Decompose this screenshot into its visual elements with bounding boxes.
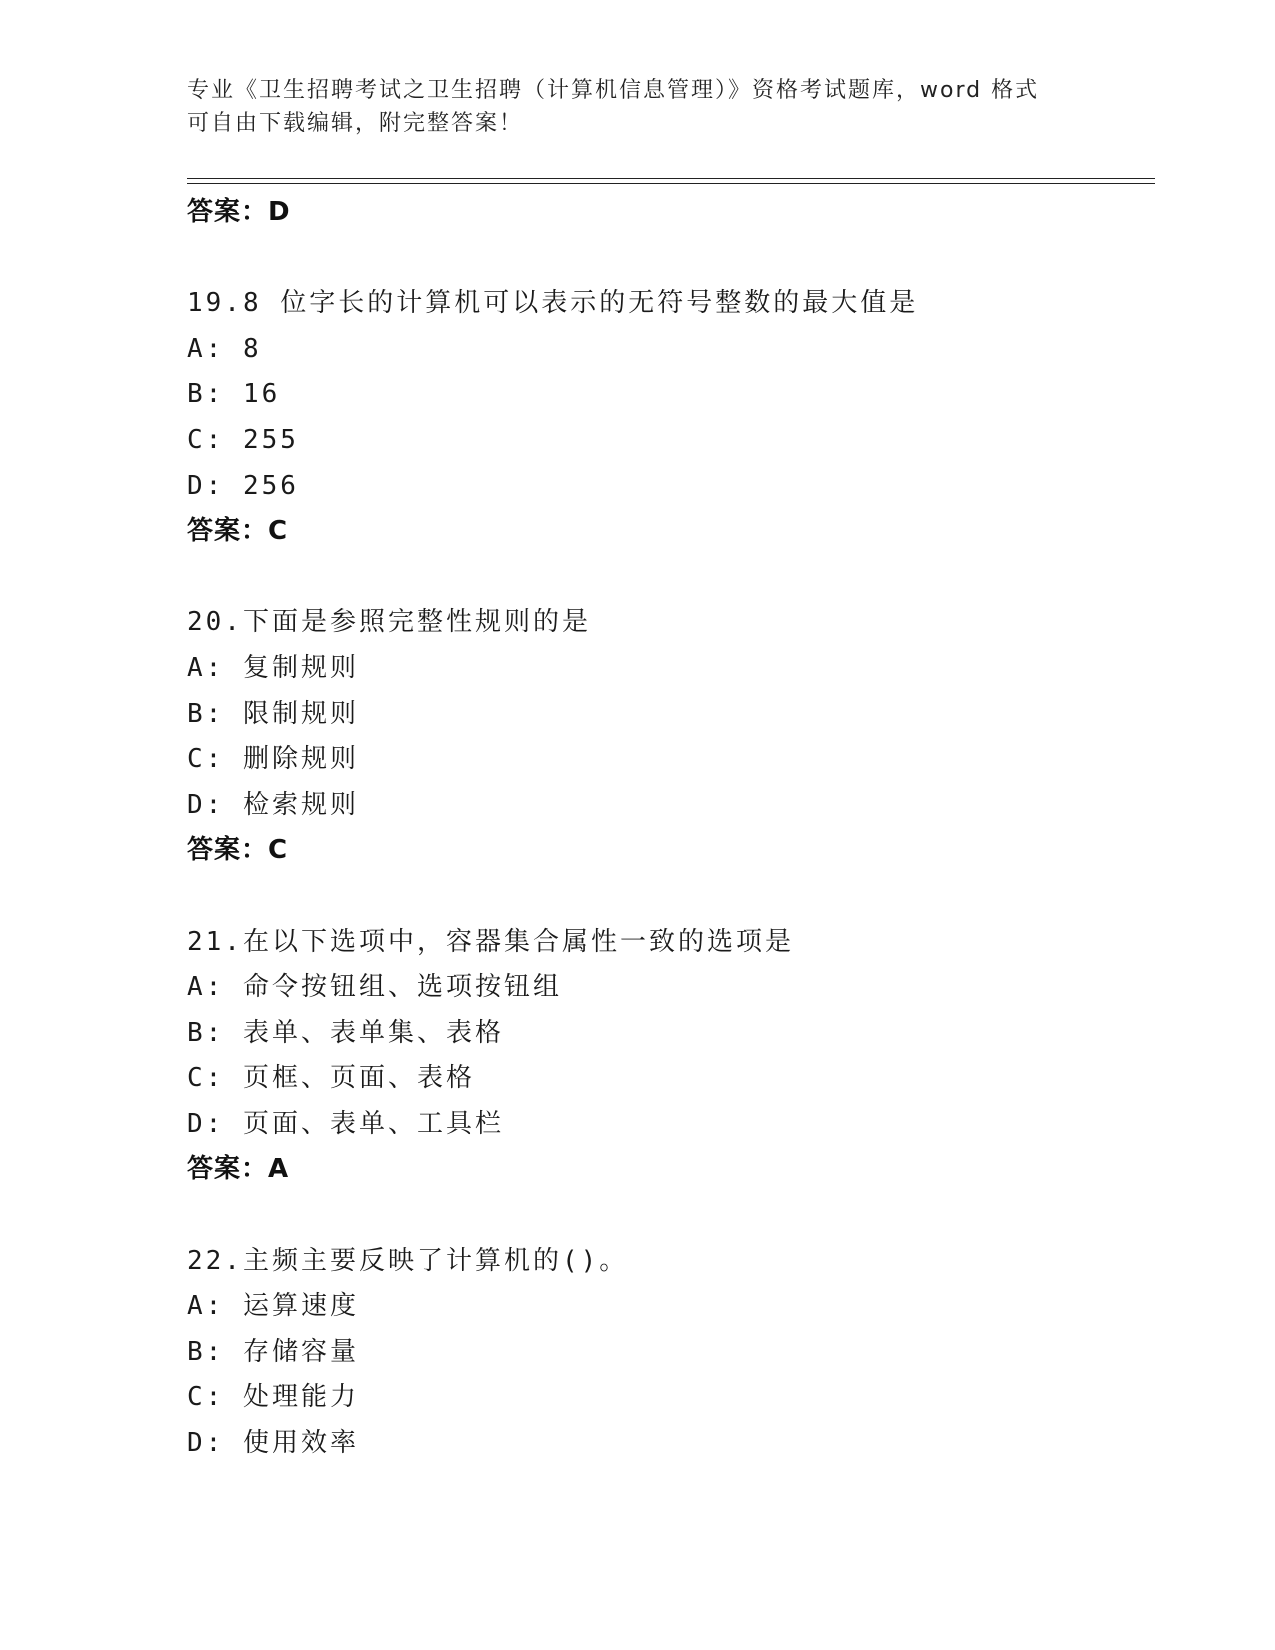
spacer [187, 874, 1147, 920]
option-d: D: 使用效率 [187, 1428, 359, 1459]
option-a: A: 8 [187, 333, 262, 364]
document-header [187, 74, 1087, 140]
question-22 [187, 1239, 1147, 1467]
option-a: A: 复制规则 [187, 652, 359, 683]
option-a: A: 运算速度 [187, 1291, 359, 1322]
option-b: B: 限制规则 [187, 698, 359, 729]
question-stem: 20.下面是参照完整性规则的是 [187, 607, 591, 638]
question-stem: 22.主频主要反映了计算机的()。 [187, 1245, 629, 1276]
option-b: B: 表单、表单集、表格 [187, 1017, 504, 1048]
question-stem: 21.在以下选项中，容器集合属性一致的选项是 [187, 926, 794, 957]
answer-line: 答案：A [187, 1154, 290, 1185]
spacer [187, 1193, 1147, 1239]
option-b: B: 16 [187, 379, 281, 410]
option-a: A: 命令按钮组、选项按钮组 [187, 972, 562, 1003]
question-21 [187, 920, 1147, 1194]
option-c: C: 255 [187, 424, 299, 455]
question-20 [187, 600, 1147, 874]
answer-line: 答案：C [187, 835, 289, 866]
question-stem: 19.8 位字长的计算机可以表示的无符号整数的最大值是 [187, 288, 919, 319]
option-d: D: 检索规则 [187, 789, 359, 820]
question-list [187, 190, 1147, 1467]
header-divider-top [187, 178, 1155, 179]
option-d: D: 256 [187, 470, 299, 501]
option-c: C: 页框、页面、表格 [187, 1063, 475, 1094]
answer-line: 答案：D [187, 197, 291, 227]
option-c: C: 处理能力 [187, 1382, 359, 1413]
option-b: B: 存储容量 [187, 1336, 359, 1367]
header-title-line-2: 可自由下载编辑，附完整答案！ [187, 111, 524, 136]
header-divider-bottom [187, 183, 1155, 184]
spacer [187, 236, 1147, 282]
option-d: D: 页面、表单、工具栏 [187, 1108, 504, 1139]
answer-line: 答案：C [187, 516, 289, 547]
spacer [187, 555, 1147, 601]
question-19 [187, 281, 1147, 555]
option-c: C: 删除规则 [187, 744, 359, 775]
header-title-line-1: 专业《卫生招聘考试之卫生招聘（计算机信息管理）》资格考试题库，word 格式 [187, 78, 1040, 103]
